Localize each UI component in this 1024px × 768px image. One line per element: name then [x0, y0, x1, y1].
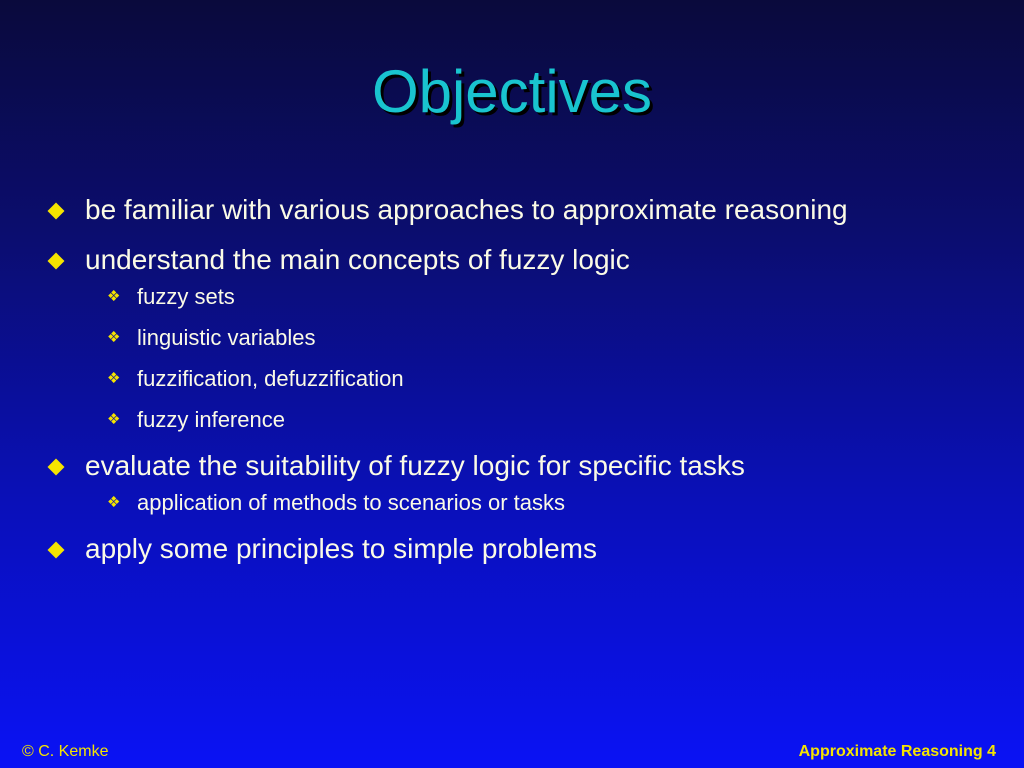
- sub-list-item: [85, 404, 994, 435]
- four-diamond-icon: ❖: [107, 288, 121, 305]
- list-item: [44, 190, 994, 229]
- footer-copyright: © C. Kemke: [22, 743, 109, 760]
- list-item-text: understand the main concepts of fuzzy logic: [85, 244, 630, 275]
- sub-list: [85, 487, 994, 518]
- diamond-icon: [48, 203, 65, 220]
- sub-list-item-text: fuzzy sets: [137, 284, 235, 309]
- sub-list-item-text: application of methods to scenarios or tasks: [137, 490, 566, 515]
- sub-list-item: [85, 363, 994, 394]
- objectives-list: [44, 190, 994, 579]
- list-item-text: be familiar with various approaches to approximate reasoning: [85, 194, 848, 225]
- list-item: [44, 446, 994, 518]
- sub-list-item: [85, 322, 994, 353]
- diamond-icon: [48, 459, 65, 476]
- four-diamond-icon: ❖: [107, 370, 121, 387]
- footer-slide-number: Approximate Reasoning 4: [798, 743, 996, 760]
- diamond-icon: [48, 542, 65, 559]
- sub-list-item-text: fuzzy inference: [137, 407, 285, 432]
- sub-list-item-text: fuzzification, defuzzification: [137, 366, 404, 391]
- sub-list: [85, 281, 994, 435]
- list-item-text: apply some principles to simple problems: [85, 533, 597, 564]
- sub-list-item-text: linguistic variables: [137, 325, 316, 350]
- diamond-icon: [48, 253, 65, 270]
- four-diamond-icon: ❖: [107, 494, 121, 511]
- list-item: [44, 240, 994, 435]
- four-diamond-icon: ❖: [107, 411, 121, 428]
- list-item: [44, 529, 994, 568]
- sub-list-item: [85, 281, 994, 312]
- four-diamond-icon: ❖: [107, 329, 121, 346]
- list-item-text: evaluate the suitability of fuzzy logic for specific tasks: [85, 450, 745, 481]
- sub-list-item: [85, 487, 994, 518]
- slide-title: Objectives: [371, 58, 653, 125]
